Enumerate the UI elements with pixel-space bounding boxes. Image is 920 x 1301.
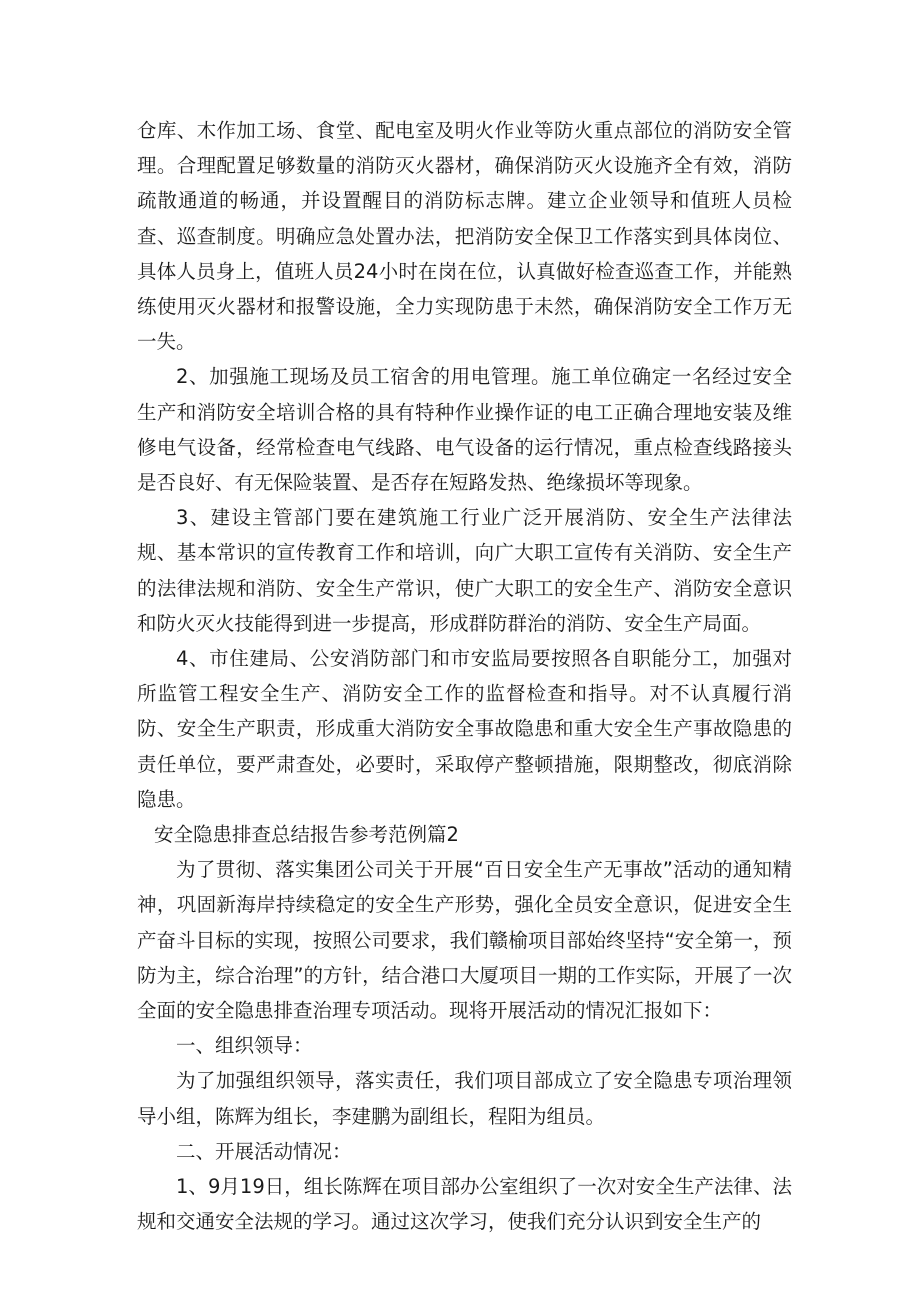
section-title: 安全隐患排查总结报告参考范例篇2: [154, 823, 459, 847]
subheading-activities: 二、开展活动情况：: [176, 1139, 352, 1163]
paragraph-organization: 为了加强组织领导，落实责任，我们项目部成立了安全隐患专项治理领导小组，陈辉为组长，李建鹏为副组长，程阳为组员。: [137, 1069, 792, 1128]
document-page: [137, 113, 792, 1240]
paragraph-electrical-management: 2、加强施工现场及员工宿舍的用电管理。施工单位确定一名经过安全生产和消防安全培训合格的具有特种作业操作证的电工正确合理地安装及维修电气设备，经常检查电气线路、电气设备的运行情况，重点检查线路接头是否良好、有无保险装置、是否存在短路发热、绝缘损坏等现象。: [137, 365, 792, 495]
paragraph-supervision: 4、市住建局、公安消防部门和市安监局要按照各自职能分工，加强对所监管工程安全生产、消防安全工作的监督检查和指导。对不认真履行消防、安全生产职责，形成重大消防安全事故隐患和重大安全生产事故隐患的责任单位，要严肃查处，必要时，采取停产整顿措施，限期整改，彻底消除隐患。: [137, 647, 792, 811]
paragraph-activity-1: 1、9月19日，组长陈辉在项目部办公室组织了一次对安全生产法律、法规和交通安全法规的学习。通过这次学习，使我们充分认识到安全生产的: [137, 1175, 792, 1234]
subheading-organization: 一、组织领导：: [176, 1034, 313, 1058]
paragraph-fire-safety-management: 仓库、木作加工场、食堂、配电室及明火作业等防火重点部位的消防安全管理。合理配置足够数量的消防灭火器材，确保消防灭火设施齐全有效，消防疏散通道的畅通，并设置醒目的消防标志牌。建立企业领导和值班人员检查、巡查制度。明确应急处置办法，把消防安全保卫工作落实到具体岗位、具体人员身上，值班人员24小时在岗在位，认真做好检查巡查工作，并能熟练使用灭火器材和报警设施，全力实现防患于未然，确保消防安全工作万无一失。: [137, 119, 792, 354]
paragraph-introduction: 为了贯彻、落实集团公司关于开展“百日安全生产无事故”活动的通知精神，巩固新海岸持续稳定的安全生产形势，强化全员安全意识，促进安全生产奋斗目标的实现，按照公司要求，我们赣榆项目部始终坚持“安全第一，预防为主，综合治理”的方针，结合港口大厦项目一期的工作实际，开展了一次全面的安全隐患排查治理专项活动。现将开展活动的情况汇报如下：: [137, 858, 792, 1023]
paragraph-safety-education: 3、建设主管部门要在建筑施工行业广泛开展消防、安全生产法律法规、基本常识的宣传教育工作和培训，向广大职工宣传有关消防、安全生产的法律法规和消防、安全生产常识，使广大职工的安全生产、消防安全意识和防火灭火技能得到进一步提高，形成群防群治的消防、安全生产局面。: [137, 506, 792, 635]
